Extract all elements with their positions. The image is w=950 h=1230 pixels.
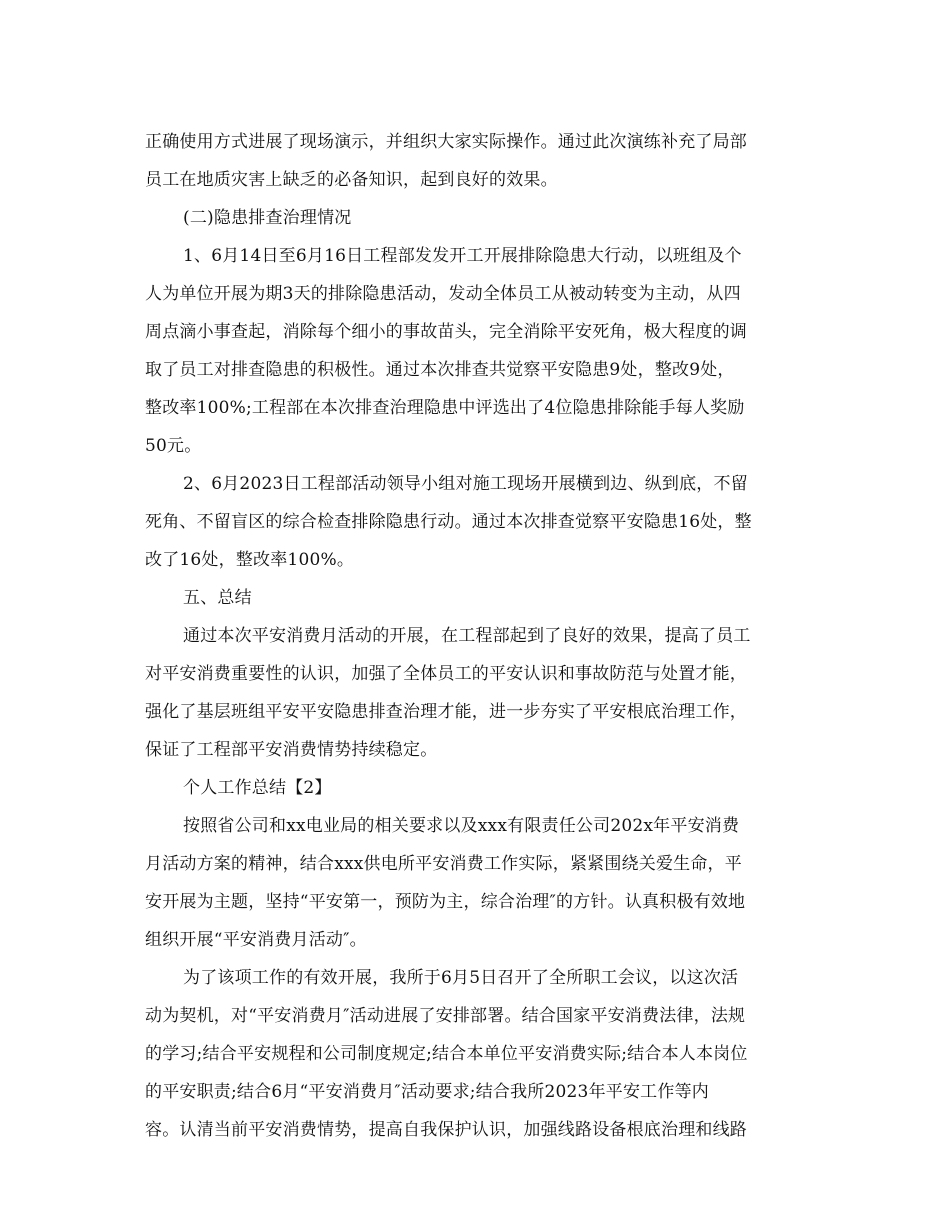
paragraph-line: 通过本次平安消费月活动的开展，在工程部起到了良好的效果，提高了员工 [183,626,751,646]
paragraph-line: 按照省公司和xx电业局的相关要求以及xxx有限责任公司202x年平安消费 [183,816,740,836]
paragraph-line: 安开展为主题，坚持“平安第一，预防为主，综合治理″的方针。认真积极有效地 [145,892,746,912]
paragraph-line: 为了该项工作的有效开展，我所于6月5日召开了全所职工会议，以这次活 [183,968,739,988]
paragraph-line: 改了16处，整改率100%。 [145,550,355,570]
paragraph-line: 50元。 [145,436,202,456]
paragraph-line: 1、6月14日至6月16日工程部发发开工开展排除隐患大行动，以班组及个 [183,246,742,266]
paragraph-line: 死角、不留盲区的综合检查排除隐患行动。通过本次排查觉察平安隐患16处，整 [145,512,752,532]
paragraph-line: 正确使用方式进展了现场演示，并组织大家实际操作。通过此次演练补充了局部 [145,132,747,152]
paragraph-line: 取了员工对排查隐患的积极性。通过本次排查共觉察平安隐患9处，整改9处， [145,360,735,380]
paragraph-line: 周点滴小事查起，消除每个细小的事故苗头，完全消除平安死角，极大程度的调 [145,322,747,342]
paragraph-line: 动为契机，对“平安消费月″活动进展了安排部署。结合国家平安消费法律，法规 [145,1006,746,1026]
paragraph-line: 的学习;结合平安规程和公司制度规定;结合本单位平安消费实际;结合本人本岗位 [145,1044,748,1064]
section-heading: 五、总结 [183,588,252,608]
paragraph-line: 整改率100%;工程部在本次排查治理隐患中评选出了4位隐患排除能手每人奖励 [145,398,745,418]
paragraph-line: 强化了基层班组平安平安隐患排查治理才能，进一步夯实了平安根底治理工作， [145,702,747,722]
paragraph-line: 保证了工程部平安消费情势持续稳定。 [145,740,438,760]
paragraph-line: 对平安消费重要性的认识，加强了全体员工的平安认识和事故防范与处置才能， [145,664,747,684]
section-heading: (二)隐患排查治理情况 [183,208,352,228]
paragraph-line: 2、6月2023日工程部活动领导小组对施工现场开展横到边、纵到底，不留 [183,474,748,494]
paragraph-line: 人为单位开展为期3天的排除隐患活动，发动全体员工从被动转变为主动，从四 [145,284,741,304]
paragraph-line: 月活动方案的精神，结合xxx供电所平安消费工作实际，紧紧围绕关爱生命，平 [145,854,742,874]
paragraph-line: 组织开展“平安消费月活动″。 [145,930,367,950]
section-heading: 个人工作总结【2】 [183,778,332,798]
paragraph-line: 容。认清当前平安消费情势，提高自我保护认识，加强线路设备根底治理和线路 [145,1120,747,1140]
paragraph-line: 员工在地质灾害上缺乏的必备知识，起到良好的效果。 [145,170,558,190]
paragraph-line: 的平安职责;结合6月“平安消费月″活动要求;结合我所2023年平安工作等内 [145,1082,709,1102]
